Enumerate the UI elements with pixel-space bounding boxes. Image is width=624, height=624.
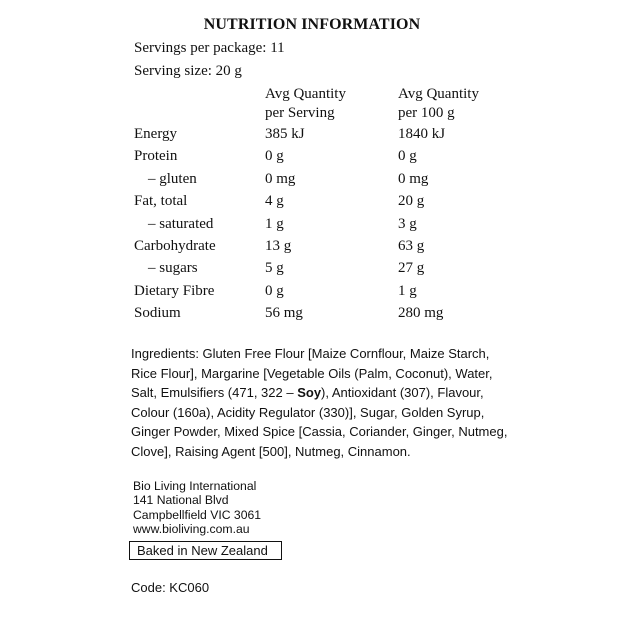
nutrient-label: Fat, total <box>134 193 188 209</box>
nutrient-row-dietary-fibre <box>0 283 624 305</box>
origin-badge: Baked in New Zealand <box>129 541 282 560</box>
company-address <box>133 479 261 537</box>
serving-size: Serving size: 20 g <box>134 63 242 79</box>
nutrient-per-100g: 0 mg <box>398 171 429 187</box>
servings-per-package: Servings per package: 11 <box>134 40 285 56</box>
nutrient-per-serving: 56 mg <box>265 305 303 321</box>
nutrient-per-100g: 1840 kJ <box>398 126 446 142</box>
nutrient-label: Dietary Fibre <box>134 283 215 299</box>
nutrient-per-serving: 0 g <box>265 283 284 299</box>
nutrition-title: NUTRITION INFORMATION <box>203 16 421 33</box>
nutrient-per-serving: 13 g <box>265 238 292 254</box>
nutrient-label: Sodium <box>134 305 181 321</box>
nutrient-row-saturated <box>0 216 624 238</box>
nutrient-row-sodium <box>0 305 624 327</box>
city-address: Campbellfield VIC 3061 <box>133 507 262 522</box>
column-header-per-serving-line-2: per Serving <box>265 105 335 121</box>
nutrient-per-100g: 0 g <box>398 148 417 164</box>
nutrient-per-serving: 0 mg <box>265 171 296 187</box>
nutrient-row-carbohydrate <box>0 238 624 260</box>
nutrient-row-gluten <box>0 171 624 193</box>
product-code: Code: KC060 <box>131 580 210 595</box>
nutrient-label: – sugars <box>148 260 198 276</box>
column-header-per-100g <box>398 85 479 123</box>
street-address: 141 National Blvd <box>133 493 229 508</box>
nutrient-label: Energy <box>134 126 178 142</box>
website: www.bioliving.com.au <box>133 522 250 537</box>
nutrient-per-serving: 0 g <box>265 148 284 164</box>
nutrient-label: – saturated <box>148 216 214 232</box>
nutrient-per-100g: 280 mg <box>398 305 444 321</box>
company-name: Bio Living International <box>133 479 257 493</box>
nutrient-per-serving: 385 kJ <box>265 126 305 142</box>
nutrient-label: – gluten <box>148 171 197 187</box>
nutrient-per-serving: 5 g <box>265 260 284 276</box>
nutrient-label: Carbohydrate <box>134 238 216 254</box>
nutrient-row-fat-total <box>0 193 624 215</box>
ingredients-text <box>131 344 511 461</box>
allergen-soy: Soy <box>297 385 322 400</box>
nutrient-row-energy <box>0 126 624 148</box>
column-header-per-serving <box>265 85 346 123</box>
nutrient-per-100g: 1 g <box>398 283 417 299</box>
column-header-per-serving-line-1: Avg Quantity <box>265 86 346 102</box>
nutrient-per-100g: 20 g <box>398 193 425 209</box>
nutrient-row-sugars <box>0 260 624 282</box>
nutrient-row-protein <box>0 148 624 170</box>
nutrient-per-serving: 4 g <box>265 193 284 209</box>
ingredients-part-1: Ingredients: Gluten Free Flour [Maize Cornflour, Maize Starch, Rice Flour], Margarine [Vegetable Oils (Palm, Coconut), Water, Salt, Emulsifiers (471, 322 – <box>131 346 493 400</box>
nutrient-per-serving: 1 g <box>265 216 284 232</box>
ingredients-part-2: ), Antioxidant (307), Flavour, Colour (160a), Acidity Regulator (330)], Sugar, Golden Syrup, Ginger Powder, Mixed Spice [Cassia, Coriander, Ginger, Nutmeg, Clove], Raising Agent [500], Nutmeg, Cinnamon. <box>131 385 508 459</box>
column-header-per-100g-line-1: Avg Quantity <box>398 86 479 102</box>
nutrient-per-100g: 3 g <box>398 216 417 232</box>
nutrient-label: Protein <box>134 148 178 164</box>
nutrient-per-100g: 27 g <box>398 260 425 276</box>
column-header-per-100g-line-2: per 100 g <box>398 105 455 121</box>
nutrient-per-100g: 63 g <box>398 238 425 254</box>
